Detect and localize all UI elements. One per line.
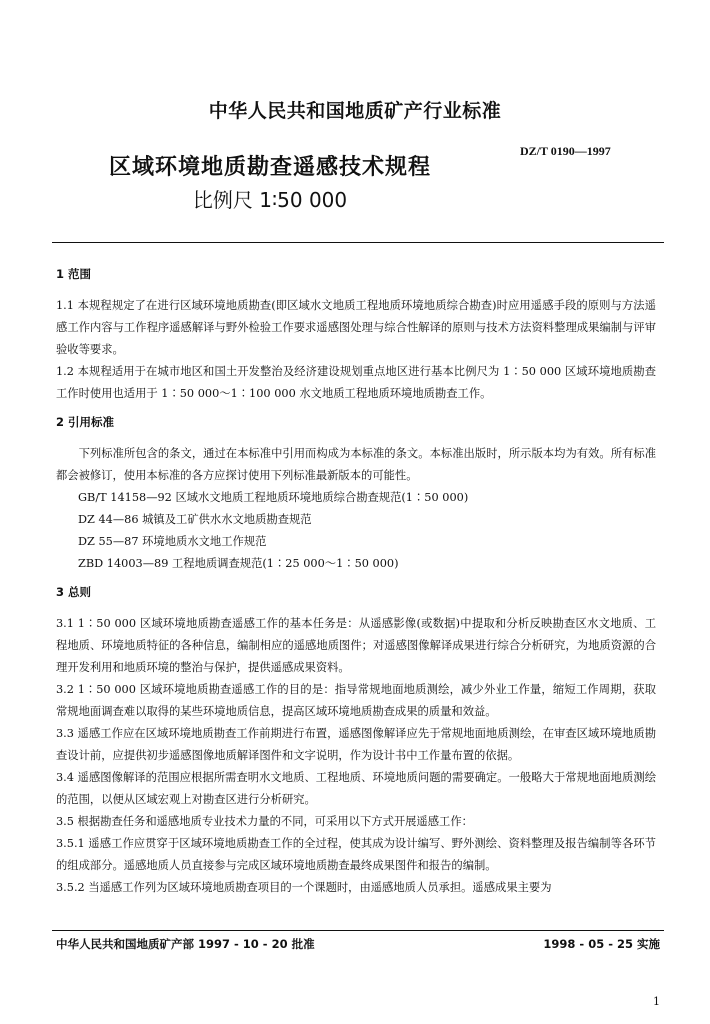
reference-item: DZ 44—86 城镇及工矿供水水文地质勘查规范 (78, 513, 312, 526)
paragraph: 3.5.1 遥感工作应贯穿于区域环境地质勘查工作的全过程，使其成为设计编写、野外测绘、资料整理及报告编制等各环节的组成部分。遥感地质人员直接参与完成区域环境地质勘查最终成果图件和报告的编制。 (56, 837, 656, 872)
paragraph: 3.1 1∶50 000 区域环境地质勘查遥感工作的基本任务是：从遥感影像(或数据)中提取和分析反映勘查区水文地质、工程地质、环境地质特征的各种信息，编制相应的遥感地质图件；对遥感图像解译成果进行综合分析研究，为地质资源的合理开发利用和地质环境的整治与保护，提供遥感成果资料。 (56, 617, 656, 674)
page-number: 1 (653, 995, 660, 1008)
section-heading: 1 范围 (56, 267, 92, 281)
paragraph: 1.1 本规程规定了在进行区域环境地质勘查(即区域水文地质工程地质环境地质综合勘查)时应用遥感手段的原则与方法遥感工作内容与工作程序遥感解译与野外检验工作要求遥感图处理与综合性解译的原则与技术方法资料整理成果编制与评审验收等要求。 (56, 299, 656, 356)
document-body (56, 263, 656, 899)
standard-number: DZ/T 0190—1997 (520, 144, 611, 158)
reference-list (56, 487, 656, 575)
org-title: 中华人民共和国地质矿产行业标准 (208, 100, 502, 122)
paragraph: 3.4 遥感图像解译的范围应根据所需查明水文地质、工程地质、环境地质问题的需要确定。一般略大于常规地面地质测绘的范围，以便从区域宏观上对勘查区进行分析研究。 (56, 771, 656, 806)
reference-item: ZBD 14003—89 工程地质调查规范(1∶25 000～1∶50 000) (78, 557, 399, 570)
paragraph: 3.3 遥感工作应在区域环境地质勘查工作前期进行布置，遥感图像解译应先于常规地面地质测绘，在审查区域环境地质勘查设计前，应提供初步遥感图像地质解译图件和文字说明，作为设计书中工作量布置的依据。 (56, 727, 656, 762)
paragraph: 3.5.2 当遥感工作列为区域环境地质勘查项目的一个课题时，由遥感地质人员承担。遥感成果主要为 (56, 881, 552, 894)
approval-line: 中华人民共和国地质矿产部 1997 - 10 - 20 批准 (56, 937, 315, 951)
paragraph: 3.5 根据勘查任务和遥感地质专业技术力量的不同，可采用以下方式开展遥感工作： (56, 815, 473, 828)
section-heading: 2 引用标准 (56, 415, 115, 429)
implementation-date: 1998 - 05 - 25 实施 (543, 937, 660, 951)
paragraph: 下列标准所包含的条文，通过在本标准中引用而构成为本标准的条文。本标准出版时，所示版本均为有效。所有标准都会被修订，使用本标准的各方应探讨使用下列标准最新版本的可能性。 (56, 447, 656, 482)
paragraph: 1.2 本规程适用于在城市地区和国土开发整治及经济建设规划重点地区进行基本比例尺为 1∶50 000 区域环境地质勘查工作时使用也适用于 1∶50 000～1∶100 000 水文地质工程地质环境地质勘查工作。 (56, 365, 656, 400)
section-heading: 3 总则 (56, 585, 92, 599)
reference-item: GB/T 14158—92 区域水文地质工程地质环境地质综合勘查规范(1∶50 000) (78, 491, 469, 504)
paragraph: 3.2 1∶50 000 区域环境地质勘查遥感工作的目的是：指导常规地面地质测绘，减少外业工作量，缩短工作周期，获取常规地面调查难以取得的某些环境地质信息，提高区域环境地质勘查成果的质量和效益。 (56, 683, 656, 718)
reference-item: DZ 55—87 环境地质水文地工作规范 (78, 535, 267, 548)
document-title: 区域环境地质勘查遥感技术规程 (108, 155, 431, 180)
document-subtitle: 比例尺 1∶50 000 (192, 188, 348, 212)
footer-rule (52, 930, 664, 931)
header-rule (52, 242, 664, 243)
